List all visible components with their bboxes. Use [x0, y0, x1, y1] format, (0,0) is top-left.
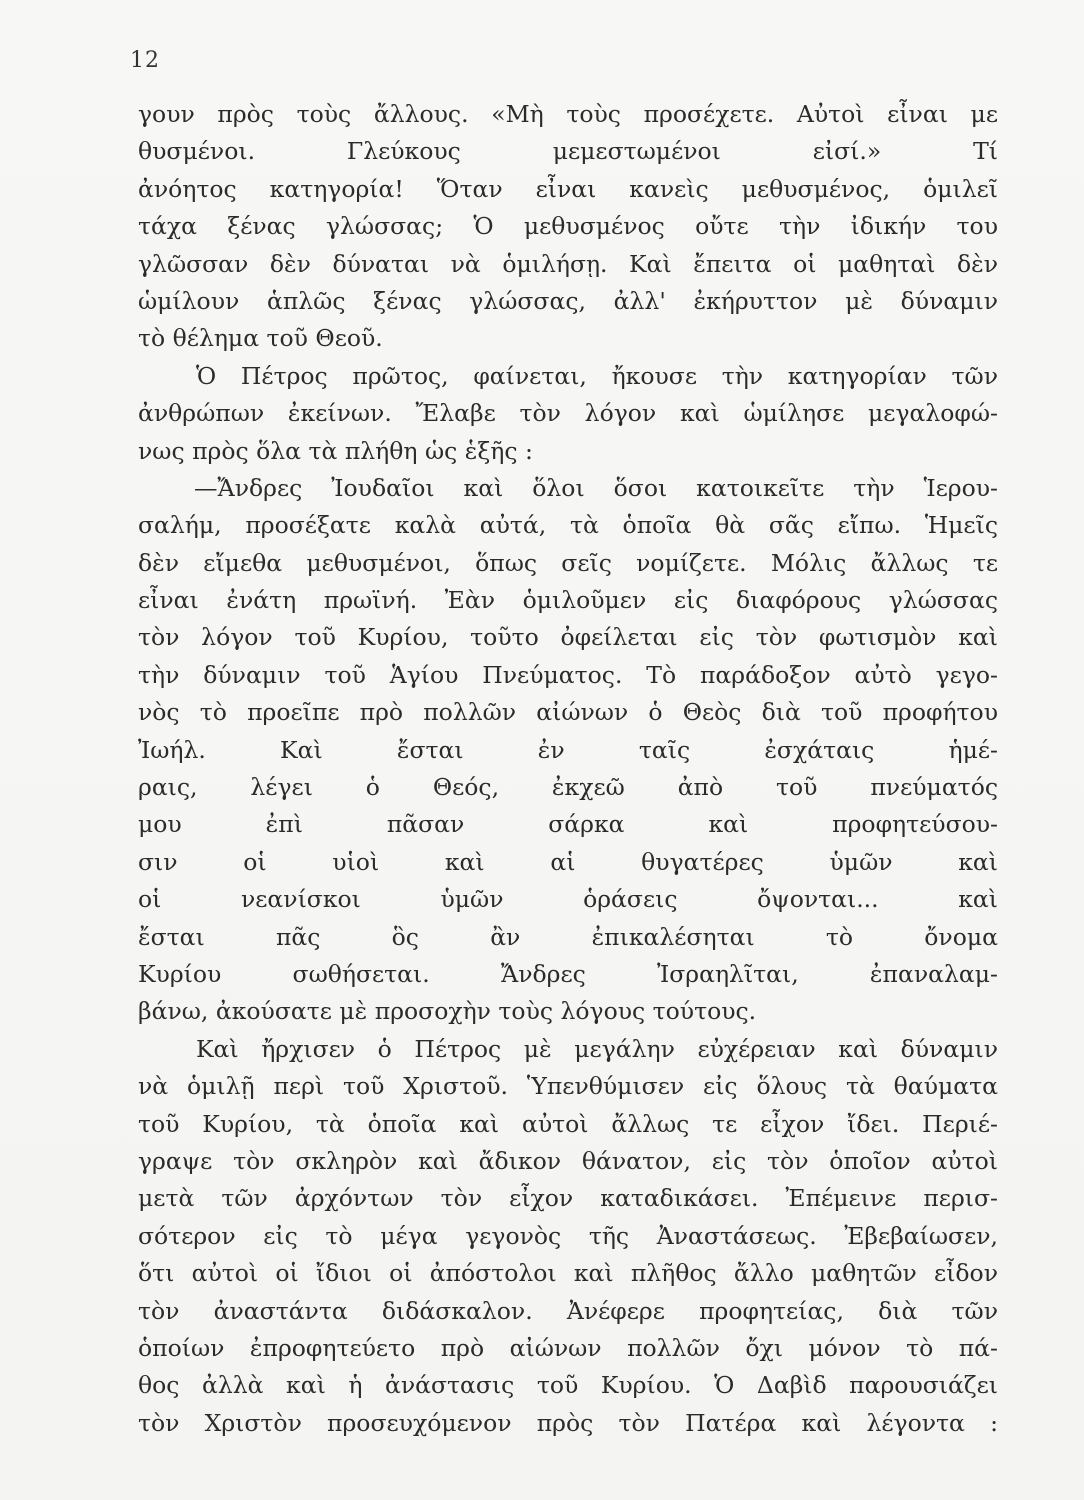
text-line: θος ἀλλὰ καὶ ἡ ἀνάστασις τοῦ Κυρίου. Ὁ Δαβὶδ παρουσιάζει: [138, 1371, 998, 1400]
paragraph-start-line: Καὶ ἤρχισεν ὁ Πέτρος μὲ μεγάλην εὐχέρειαν καὶ δύναμιν: [196, 1034, 998, 1063]
paragraph-start-line: —Ἄνδρες Ἰουδαῖοι καὶ ὅλοι ὅσοι κατοικεῖτε τὴν Ἱερου-: [194, 473, 998, 502]
text-line: δὲν εἴμεθα μεθυσμένοι, ὅπως σεῖς νομίζετε. Μόλις ἄλλως τε: [138, 548, 998, 577]
text-line: τοῦ Κυρίου, τὰ ὁποῖα καὶ αὐτοὶ ἄλλως τε εἶχον ἴδει. Περιέ-: [138, 1109, 998, 1138]
text-line: μετὰ τῶν ἀρχόντων τὸν εἶχον καταδικάσει. Ἐπέμεινε περισ-: [138, 1184, 998, 1213]
body-text: [138, 96, 998, 1442]
text-line: ὅτι αὐτοὶ οἱ ἴδιοι οἱ ἀπόστολοι καὶ πλῆθος ἄλλο μαθητῶν εἶδον: [138, 1259, 998, 1288]
text-line: ραις, λέγει ὁ Θεός, ἐκχεῶ ἀπὸ τοῦ πνεύματός: [138, 773, 998, 802]
text-line: εἶναι ἐνάτη πρωϊνή. Ἐὰν ὁμιλοῦμεν εἰς διαφόρους γλώσσας: [138, 586, 998, 615]
text-line: τὸν Χριστὸν προσευχόμενον πρὸς τὸν Πατέρα καὶ λέγοντα :: [138, 1408, 998, 1437]
text-line: σιν οἱ υἱοὶ καὶ αἱ θυγατέρες ὑμῶν καὶ: [138, 847, 998, 876]
text-line: τὸ θέλημα τοῦ Θεοῦ.: [138, 324, 383, 353]
text-line: γραψε τὸν σκληρὸν καὶ ἄδικον θάνατον, εἰς τὸν ὁποῖον αὐτοὶ: [138, 1146, 998, 1175]
text-line: σότερον εἰς τὸ μέγα γεγονὸς τῆς Ἀναστάσεως. Ἐβεβαίωσεν,: [138, 1221, 998, 1250]
text-line: θυσμένοι. Γλεύκους μεμεστωμένοι εἰσί.» Τί: [138, 137, 998, 166]
text-line: τὸν λόγον τοῦ Κυρίου, τοῦτο ὀφείλεται εἰς τὸν φωτισμὸν καὶ: [138, 623, 998, 652]
text-line: Ἰωήλ. Καὶ ἔσται ἐν ταῖς ἐσχάταις ἡμέ-: [138, 735, 998, 764]
text-line: ἔσται πᾶς ὃς ἂν ἐπικαλέσηται τὸ ὄνομα: [138, 922, 998, 951]
text-line: γλῶσσαν δὲν δύναται νὰ ὁμιλήσῃ. Καὶ ἔπειτα οἱ μαθηταὶ δὲν: [138, 249, 998, 278]
text-line: οἱ νεανίσκοι ὑμῶν ὁράσεις ὄψονται... καὶ: [138, 885, 998, 914]
text-line: ὁποίων ἐπροφητεύετο πρὸ αἰώνων πολλῶν ὄχι μόνον τὸ πά-: [138, 1333, 998, 1362]
text-line: βάνω, ἀκούσατε μὲ προσοχὴν τοὺς λόγους τούτους.: [138, 997, 757, 1026]
page-number: 12: [130, 48, 160, 73]
text-line: γουν πρὸς τοὺς ἄλλους. «Μὴ τοὺς προσέχετε. Αὐτοὶ εἶναι με: [138, 100, 998, 128]
text-line: σαλήμ, προσέξατε καλὰ αὐτά, τὰ ὁποῖα θὰ σᾶς εἴπω. Ἡμεῖς: [138, 511, 998, 540]
text-line: νως πρὸς ὅλα τὰ πλήθη ὡς ἑξῆς :: [138, 436, 533, 465]
text-line: νὸς τὸ προεῖπε πρὸ πολλῶν αἰώνων ὁ Θεὸς διὰ τοῦ προφήτου: [138, 698, 998, 727]
text-line: ὡμίλουν ἁπλῶς ξένας γλώσσας, ἀλλ' ἐκήρυττον μὲ δύναμιν: [138, 286, 998, 315]
paragraph-start-line: Ὁ Πέτρος πρῶτος, φαίνεται, ἤκουσε τὴν κατηγορίαν τῶν: [196, 361, 998, 390]
text-line: ἀνθρώπων ἐκείνων. Ἔλαβε τὸν λόγον καὶ ὡμίλησε μεγαλοφώ-: [138, 399, 998, 428]
text-line: τάχα ξένας γλώσσας; Ὁ μεθυσμένος οὔτε τὴν ἰδικήν του: [138, 212, 998, 241]
text-line: νὰ ὁμιλῇ περὶ τοῦ Χριστοῦ. Ὑπενθύμισεν εἰς ὅλους τὰ θαύματα: [138, 1072, 998, 1101]
text-line: τὴν δύναμιν τοῦ Ἁγίου Πνεύματος. Τὸ παράδοξον αὐτὸ γεγο-: [138, 660, 998, 689]
text-line: Κυρίου σωθήσεται. Ἄνδρες Ἰσραηλῖται, ἐπαναλαμ-: [138, 959, 998, 988]
text-line: μου ἐπὶ πᾶσαν σάρκα καὶ προφητεύσου-: [138, 810, 998, 839]
text-line: τὸν ἀναστάντα διδάσκαλον. Ἀνέφερε προφητείας, διὰ τῶν: [138, 1296, 998, 1325]
text-line: ἀνόητος κατηγορία! Ὅταν εἶναι κανεὶς μεθυσμένος, ὁμιλεῖ: [138, 174, 998, 203]
